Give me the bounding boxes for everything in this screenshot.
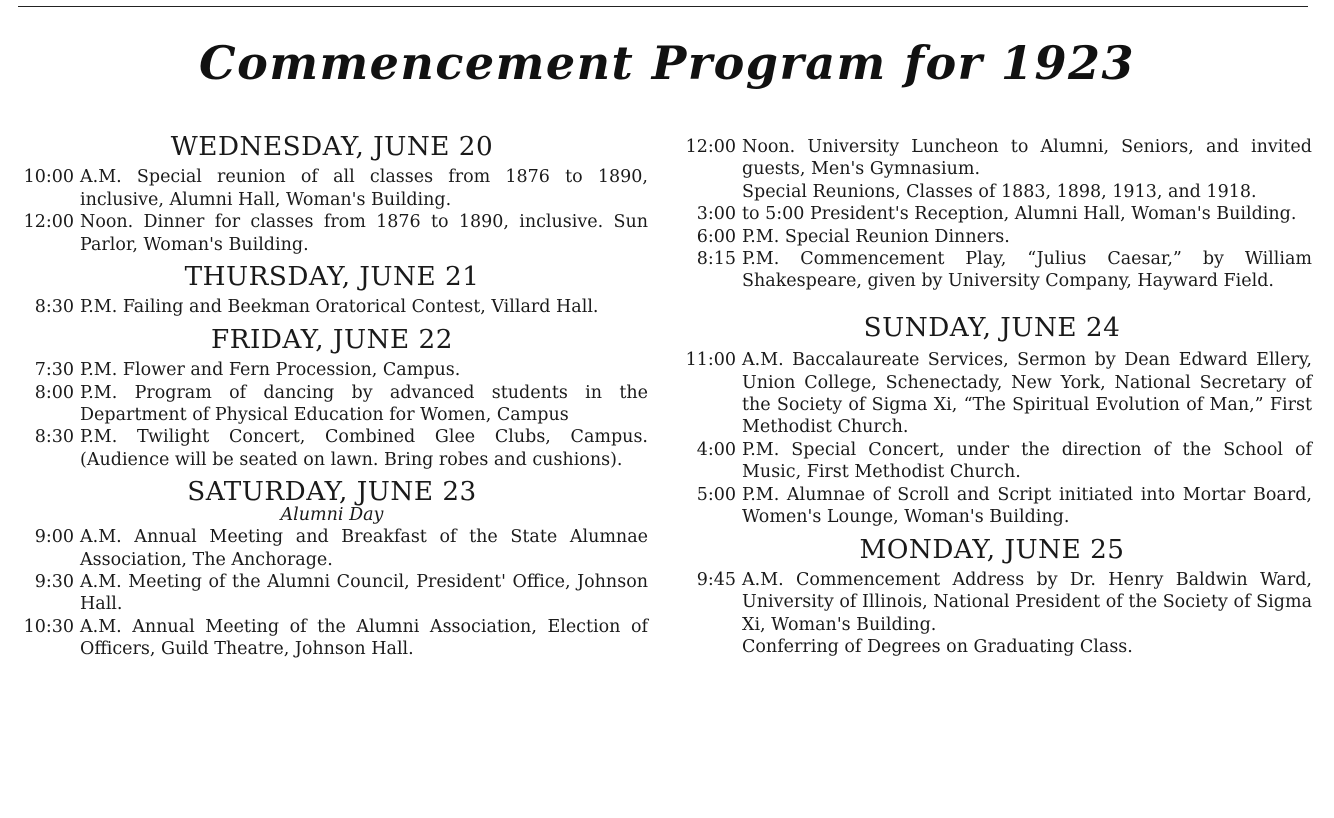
entry-time: 6:00 — [696, 226, 736, 247]
day-heading-saturday: SATURDAY, JUNE 23 — [187, 477, 477, 508]
entry-time: 8:00 — [34, 382, 74, 403]
program-note — [672, 636, 1312, 658]
day-subheading: Alumni Day — [280, 504, 384, 525]
program-entry — [672, 569, 1312, 636]
title-for: for — [904, 36, 984, 90]
entry-time: 10:30 — [23, 616, 74, 637]
entry-description: A.M. Annual Meeting and Breakfast of the State Alumnae Association, The Anchorage. — [80, 527, 648, 570]
program-entry — [16, 359, 648, 381]
entry-time: 7:30 — [34, 360, 74, 381]
program-note — [672, 181, 1312, 203]
program-entry — [672, 439, 1312, 484]
note-text: Conferring of Degrees on Graduating Class. — [742, 637, 1133, 658]
day-heading-thursday: THURSDAY, JUNE 21 — [184, 262, 480, 293]
program-entry — [672, 349, 1312, 439]
program-entry — [16, 166, 648, 211]
program-entry — [672, 226, 1312, 248]
program-entry — [16, 382, 648, 427]
program-entry — [16, 616, 648, 661]
title-main: Commencement Program — [199, 36, 905, 90]
entry-description: A.M. Annual Meeting of the Alumni Association, Election of Officers, Guild Theatre, Johnson Hall. — [80, 616, 648, 660]
entry-time: 8:15 — [696, 249, 736, 270]
note-text: Special Reunions, Classes of 1883, 1898, 1913, and 1918. — [742, 181, 1257, 202]
left-column — [16, 132, 648, 661]
program-entry — [672, 203, 1312, 225]
right-column — [672, 136, 1312, 659]
entry-description: P.M. Alumnae of Scroll and Script initiated into Mortar Board, Women's Lounge, Woman's Building. — [742, 484, 1312, 528]
program-entry — [672, 136, 1312, 181]
entry-description: A.M. Baccalaureate Services, Sermon by Dean Edward Ellery, Union College, Schenectady, New York, National Secretary of the Society of Sigma Xi, “The Spiritual Evolution of Man,” First Methodist Church. — [742, 350, 1312, 438]
entry-description: P.M. Flower and Fern Procession, Campus. — [80, 360, 461, 381]
entry-time: 12:00 — [685, 137, 736, 157]
entry-description: A.M. Special reunion of all classes from 1876 to 1890, inclusive, Alumni Hall, Woman's Building. — [80, 167, 648, 210]
entry-description: A.M. Meeting of the Alumni Council, President' Office, Johnson Hall. — [80, 571, 648, 615]
entry-description: P.M. Program of dancing by advanced students in the Department of Physical Education for Women, Campus — [80, 382, 648, 426]
program-entry — [16, 526, 648, 571]
entry-description: P.M. Special Reunion Dinners. — [742, 226, 1010, 247]
entry-description: P.M. Twilight Concert, Combined Glee Clubs, Campus. (Audience will be seated on lawn. Bring robes and cushions). — [80, 427, 648, 470]
program-entry — [16, 211, 648, 256]
entry-description: P.M. Failing and Beekman Oratorical Contest, Villard Hall. — [80, 297, 599, 318]
entry-time: 8:30 — [34, 297, 74, 318]
entry-time: 3:00 — [696, 204, 736, 225]
entry-time: 12:00 — [23, 212, 74, 233]
entry-time: 8:30 — [34, 427, 74, 448]
entry-time: 9:30 — [34, 571, 74, 592]
program-entry — [16, 296, 648, 318]
entry-description: P.M. Special Concert, under the direction of the School of Music, First Methodist Church. — [742, 439, 1312, 483]
top-rule — [18, 6, 1308, 7]
entry-time: 5:00 — [696, 484, 736, 505]
program-entry — [16, 571, 648, 616]
title-year: 1923 — [983, 36, 1135, 90]
entry-description: P.M. Commencement Play, “Julius Caesar,” by William Shakespeare, given by University Company, Hayward Field. — [742, 249, 1312, 292]
entry-description: Noon. University Luncheon to Alumni, Seniors, and invited guests, Men's Gymnasium. — [742, 137, 1312, 180]
day-heading-sunday: SUNDAY, JUNE 24 — [863, 312, 1121, 343]
day-heading-friday: FRIDAY, JUNE 22 — [211, 324, 453, 355]
entry-description: to 5:00 President's Reception, Alumni Hall, Woman's Building. — [742, 204, 1297, 225]
entry-time: 9:45 — [696, 569, 736, 590]
page-title — [0, 36, 1334, 90]
day-heading-monday: MONDAY, JUNE 25 — [859, 534, 1125, 565]
entry-description: A.M. Commencement Address by Dr. Henry Baldwin Ward, University of Illinois, National President of the Society of Sigma Xi, Woman's Building. — [742, 569, 1312, 635]
program-entry — [672, 484, 1312, 529]
day-heading-wednesday: WEDNESDAY, JUNE 20 — [170, 132, 494, 162]
program-entry — [16, 426, 648, 471]
entry-description: Noon. Dinner for classes from 1876 to 1890, inclusive. Sun Parlor, Woman's Building. — [80, 212, 648, 255]
entry-time: 4:00 — [696, 439, 736, 460]
entry-time: 10:00 — [23, 167, 74, 188]
entry-time: 9:00 — [34, 527, 74, 548]
entry-time: 11:00 — [685, 350, 736, 371]
program-entry — [672, 248, 1312, 293]
